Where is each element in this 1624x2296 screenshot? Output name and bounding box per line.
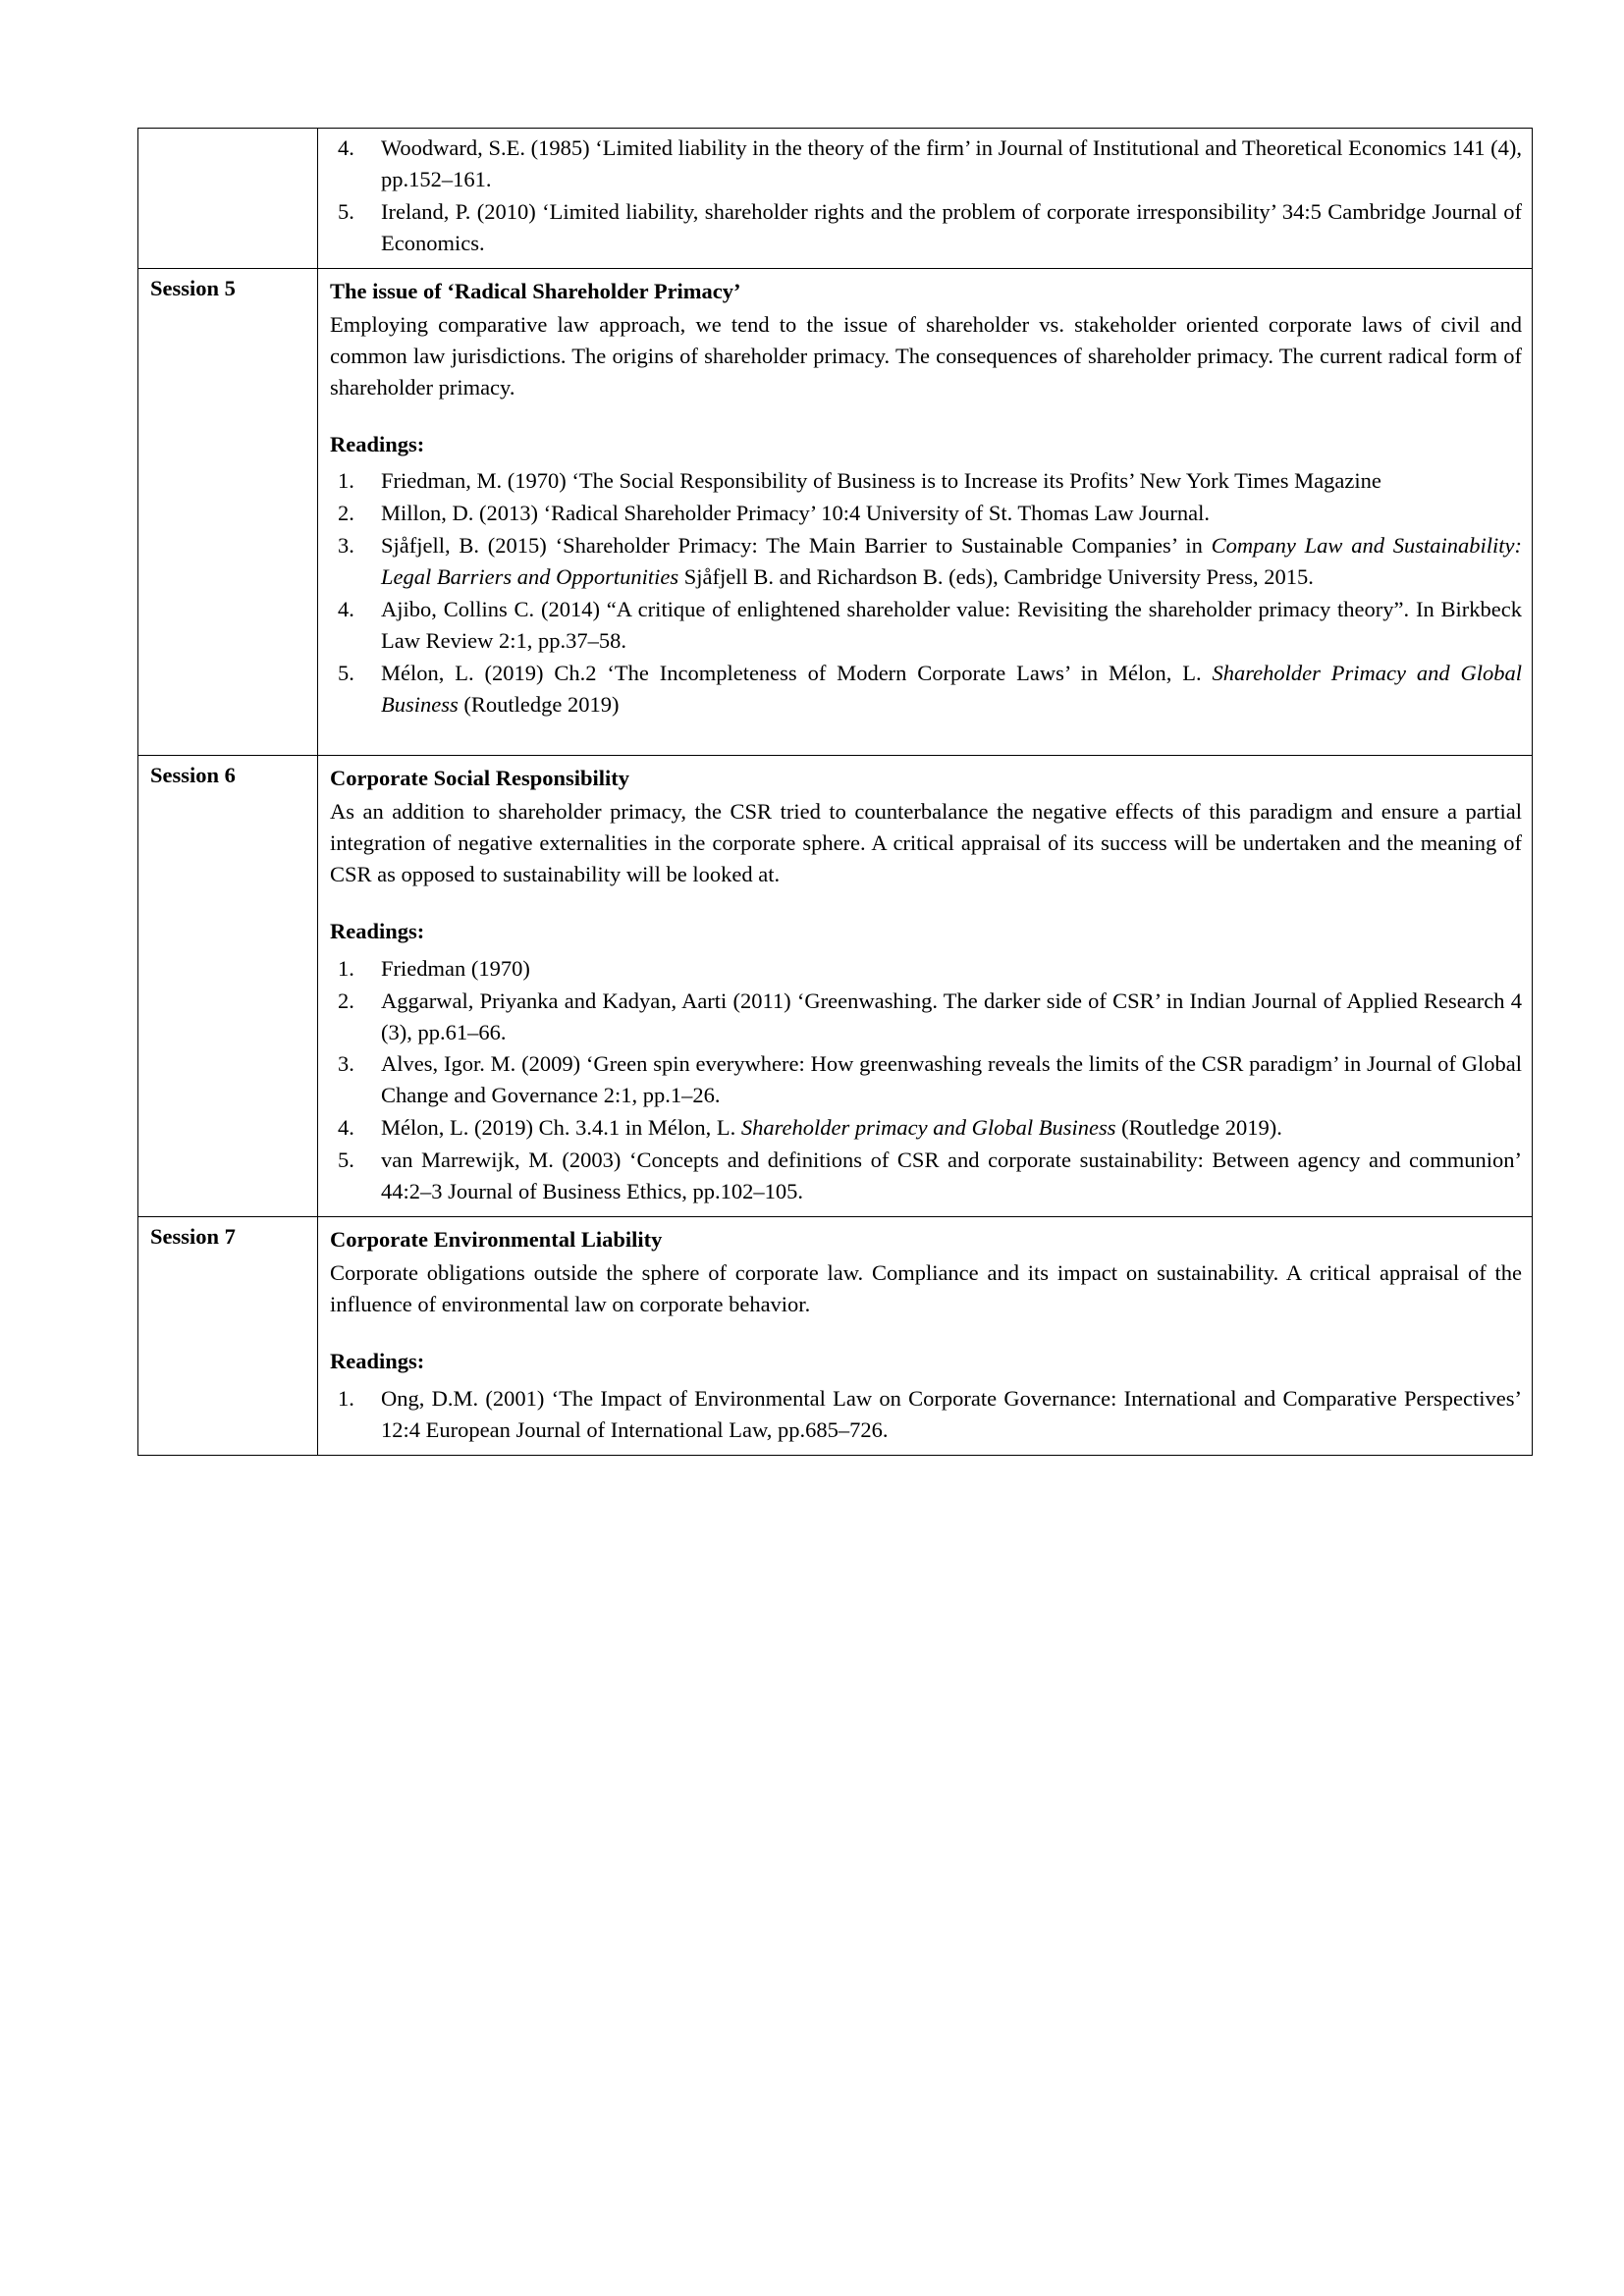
reading-item	[330, 1145, 1522, 1207]
reference-text: Friedman (1970)	[381, 955, 530, 981]
reading-item	[330, 1112, 1522, 1144]
reference-text: Mélon, L. (2019) Ch. 3.4.1 in Mélon, L.	[381, 1115, 741, 1141]
reference-text: Sjåfjell B. and Richardson B. (eds), Cambridge University Press, 2015.	[678, 564, 1314, 590]
reading-item-number: 2.	[338, 988, 354, 1013]
reading-item	[330, 498, 1522, 529]
reading-item	[330, 1383, 1522, 1446]
reference-text: Aggarwal, Priyanka and Kadyan, Aarti (2011) ‘Greenwashing. The darker side of CSR’ in Indian Journal of Applied Research 4 (3), pp.61–66.	[381, 988, 1522, 1044]
reference-text: (Routledge 2019).	[1115, 1115, 1282, 1141]
reading-item	[330, 196, 1522, 259]
reading-item-number: 1.	[338, 1385, 354, 1411]
readings-list	[330, 1383, 1522, 1446]
reference-text: Mélon, L. (2019) Ch.2 ‘The Incompleteness of Modern Corporate Laws’ in Mélon, L.	[381, 661, 1213, 686]
reading-item-number: 2.	[338, 501, 354, 526]
readings-label: Readings:	[330, 431, 425, 456]
reference-text: Millon, D. (2013) ‘Radical Shareholder Primacy’ 10:4 University of St. Thomas Law Journal.	[381, 501, 1211, 526]
session-label-cell: Session 6	[138, 755, 318, 1216]
reference-text: (Routledge 2019)	[458, 692, 620, 717]
table-row	[138, 1217, 1533, 1456]
table-body	[138, 129, 1533, 1456]
reading-item-number: 3.	[338, 1051, 354, 1077]
reading-item-number: 4.	[338, 135, 354, 160]
session-description: As an addition to shareholder primacy, the CSR tried to counterbalance the negative effects of this paradigm and ensure a partial integration of negative externalities in the corporate sphere. A critical appraisal of its success will be undertaken and the meaning of CSR as opposed to sustainability will be looked at.	[330, 798, 1522, 886]
reference-text: Alves, Igor. M. (2009) ‘Green spin everywhere: How greenwashing reveals the limits of the CSR paradigm’ in Journal of Global Change and Governance 2:1, pp.1–26.	[381, 1051, 1522, 1108]
reference-text: Friedman, M. (1970) ‘The Social Responsibility of Business is to Increase its Profits’ New York Times Magazine	[381, 468, 1381, 494]
reading-item-number: 3.	[338, 533, 354, 559]
readings-list	[330, 465, 1522, 721]
reading-item-number: 4.	[338, 1115, 354, 1141]
reference-title-italic: Company Law and Sustainability: Legal Barriers and Opportunities	[381, 533, 1522, 590]
session-label-cell	[138, 129, 318, 269]
session-title: Corporate Environmental Liability	[330, 1227, 663, 1253]
table-row	[138, 268, 1533, 755]
readings-label: Readings:	[330, 1348, 425, 1373]
reading-item	[330, 465, 1522, 497]
cell-spacer	[330, 721, 1522, 747]
session-title: Corporate Social Responsibility	[330, 765, 630, 790]
reading-item	[330, 530, 1522, 593]
reading-item-number: 5.	[338, 1148, 354, 1173]
reading-item-number: 4.	[338, 597, 354, 622]
reading-item-number: 5.	[338, 198, 354, 224]
session-content-cell	[318, 1217, 1533, 1456]
reading-item-number: 5.	[338, 661, 354, 686]
table-row	[138, 755, 1533, 1216]
reference-text: van Marrewijk, M. (2003) ‘Concepts and definitions of CSR and corporate sustainability: Between agency and communion’ 44:2–3 Journal of Business Ethics, pp.102–105.	[381, 1148, 1522, 1204]
reference-title-italic: Shareholder primacy and Global Business	[740, 1115, 1116, 1141]
reference-text: Ong, D.M. (2001) ‘The Impact of Environmental Law on Corporate Governance: International and Comparative Perspectives’ 12:4 European Journal of International Law, pp.685–726.	[381, 1385, 1522, 1442]
session-content-cell	[318, 129, 1533, 269]
session-label-cell: Session 5	[138, 268, 318, 755]
reading-item	[330, 986, 1522, 1048]
reference-text: Sjåfjell, B. (2015) ‘Shareholder Primacy: The Main Barrier to Sustainable Companies’ in	[381, 533, 1212, 559]
readings-label: Readings:	[330, 918, 425, 943]
session-title: The issue of ‘Radical Shareholder Primacy’	[330, 278, 741, 303]
reading-item-number: 1.	[338, 468, 354, 494]
session-description: Corporate obligations outside the sphere of corporate law. Compliance and its impact on sustainability. A critical appraisal of the influence of environmental law on corporate behavior.	[330, 1260, 1522, 1316]
reference-title-italic: Shareholder Primacy and Global Business	[381, 661, 1522, 717]
session-content-cell	[318, 755, 1533, 1216]
reading-item	[330, 594, 1522, 657]
table-row	[138, 129, 1533, 269]
reading-item	[330, 953, 1522, 985]
reading-item	[330, 133, 1522, 195]
reading-item	[330, 1048, 1522, 1111]
readings-list	[330, 133, 1522, 259]
syllabus-table	[137, 128, 1533, 1456]
reference-text: Ireland, P. (2010) ‘Limited liability, shareholder rights and the problem of corporate irresponsibility’ 34:5 Cambridge Journal of Economics.	[381, 198, 1522, 255]
session-content-cell	[318, 268, 1533, 755]
readings-list	[330, 953, 1522, 1208]
reference-text: Ajibo, Collins C. (2014) “A critique of enlightened shareholder value: Revisiting the shareholder primacy theory”. In Birkbeck Law Review 2:1, pp.37–58.	[381, 597, 1522, 654]
reference-text: Woodward, S.E. (1985) ‘Limited liability in the theory of the firm’ in Journal of Institutional and Theoretical Economics 141 (4), pp.152–161.	[381, 135, 1522, 191]
session-description: Employing comparative law approach, we tend to the issue of shareholder vs. stakeholder oriented corporate laws of civil and common law jurisdictions. The origins of shareholder primacy. The consequences of shareholder primacy. The current radical form of shareholder primacy.	[330, 311, 1522, 400]
session-label-cell: Session 7	[138, 1217, 318, 1456]
reading-item	[330, 658, 1522, 721]
reading-item-number: 1.	[338, 955, 354, 981]
